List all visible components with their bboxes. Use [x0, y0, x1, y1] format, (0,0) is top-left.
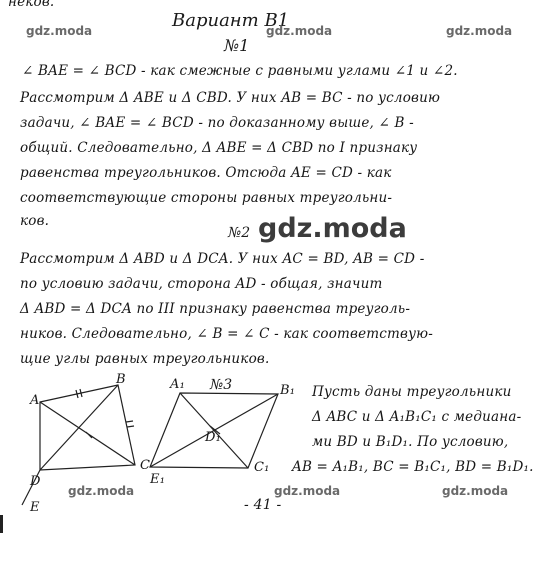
- fig2-label-c1: C₁: [254, 460, 270, 475]
- variant-title: Вариант В1: [172, 10, 290, 31]
- problem-2-line-5: щие углы равных треугольников.: [20, 351, 270, 367]
- fig2-label-d1: D₁: [205, 430, 222, 445]
- fig1-label-a: A: [30, 393, 40, 408]
- fig1-label-d: D: [30, 474, 41, 489]
- scan-edge-mark: [0, 515, 3, 533]
- problem-1-line-4: общий. Следовательно, Δ ABE = Δ CBD по I признаку: [20, 140, 418, 156]
- problem-2-line-3: Δ ABD = Δ DCA по III признаку равенства треуголь-: [20, 301, 411, 317]
- problem-1-label: №1: [224, 36, 250, 55]
- watermark-small-6: gdz.moda: [442, 484, 509, 498]
- problem-1-line-7: ков.: [20, 213, 50, 229]
- fig1-label-c: C: [140, 458, 151, 473]
- problem-2-label: №2: [228, 225, 251, 241]
- fig2-label-a1: A₁: [170, 377, 185, 392]
- fig2-label-e1: E₁: [150, 472, 166, 487]
- problem-3-line-2: Δ ABC и Δ A₁B₁C₁ с медиана-: [312, 409, 522, 425]
- problem-1-line-2: Рассмотрим Δ ABE и Δ CBD. У них AB = BC - по условию: [20, 90, 441, 106]
- watermark-small-5: gdz.moda: [274, 484, 341, 498]
- problem-3-line-4: AB = A₁B₁, BC = B₁C₁, BD = B₁D₁.: [292, 459, 534, 475]
- watermark-small-3: gdz.moda: [446, 24, 513, 38]
- problem-2-line-4: ников. Следовательно, ∠ B = ∠ C - как соответствую-: [20, 326, 433, 342]
- problem-1-line-3: задачи, ∠ BAE = ∠ BCD - по доказанному выше, ∠ B -: [20, 115, 414, 131]
- previous-page-tail: неков.: [8, 0, 55, 10]
- watermark-small-4: gdz.moda: [68, 484, 135, 498]
- fig2-label-b1: B₁: [280, 383, 296, 398]
- watermark-small-2: gdz.moda: [266, 24, 333, 38]
- problem-2-line-1: Рассмотрим Δ ABD и Δ DCA. У них AC = BD, AB = CD -: [20, 251, 425, 267]
- problem-3-line-1: Пусть даны треугольники: [312, 384, 512, 400]
- problem-2-line-2: по условию задачи, сторона AD - общая, значит: [20, 276, 383, 292]
- page-number: - 41 -: [244, 497, 282, 513]
- problem-3-label: №3: [210, 377, 233, 393]
- problem-1-line-5: равенства треугольников. Отсюда AE = CD - как: [20, 165, 392, 181]
- problem-3-line-3: ми BD и B₁D₁. По условию,: [312, 434, 509, 450]
- fig1-label-e: E: [30, 500, 40, 515]
- watermark-big: gdz.moda: [258, 213, 407, 244]
- fig1-label-b: B: [116, 372, 126, 387]
- problem-1-line-6: соответствующие стороны равных треугольни-: [20, 190, 393, 206]
- problem-1-line-1: ∠ BAE = ∠ BCD - как смежные с равными углами ∠1 и ∠2.: [22, 63, 458, 79]
- watermark-small-1: gdz.moda: [26, 24, 93, 38]
